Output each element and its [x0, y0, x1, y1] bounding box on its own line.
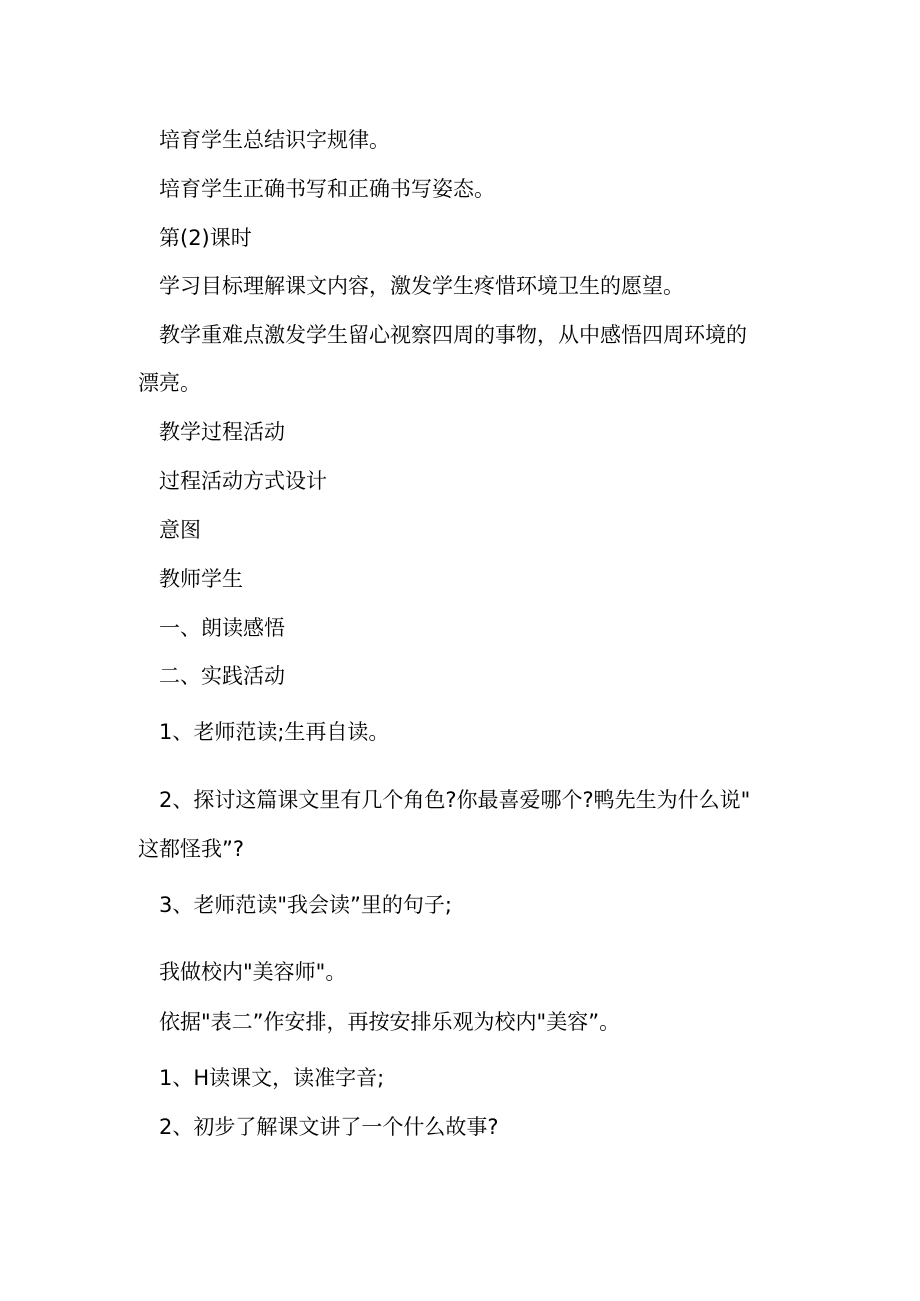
paragraph: 培育学生总结识字规律。 — [159, 128, 390, 152]
list-item: 2、探讨这篇课文里有几个角色?你最喜爱哪个?鸭先生为什么说" — [159, 788, 751, 812]
list-item: 1、老师范读;生再自读。 — [159, 720, 390, 744]
paragraph: 过程活动方式设计 — [159, 469, 327, 493]
paragraph: 一、朗读感悟 — [159, 616, 285, 640]
paragraph: 教师学生 — [159, 567, 243, 591]
paragraph: 我做校内"美容师"。 — [159, 960, 347, 984]
paragraph: 培育学生正确书写和正确书写姿态。 — [159, 177, 495, 201]
list-item: 2、初步了解课文讲了一个什么故事? — [159, 1115, 499, 1139]
paragraph-continuation: 漂亮。 — [138, 371, 201, 395]
list-item-continuation: 这都怪我”? — [138, 837, 245, 861]
paragraph: 二、实践活动 — [159, 664, 285, 688]
paragraph: 意图 — [159, 518, 201, 542]
paragraph: 教学重难点激发学生留心视察四周的事物，从中感悟四周环境的 — [159, 323, 747, 347]
paragraph: 学习目标理解课文内容，激发学生疼惜环境卫生的愿望。 — [159, 274, 684, 298]
paragraph: 依据"表二”作安排，再按安排乐观为校内"美容”。 — [159, 1010, 621, 1034]
paragraph: 教学过程活动 — [159, 420, 285, 444]
list-item: 1、H读课文，读准字音; — [159, 1066, 385, 1090]
list-item: 3、老师范读"我会读”里的句子; — [159, 893, 452, 917]
section-heading: 第(2)课时 — [159, 226, 252, 250]
